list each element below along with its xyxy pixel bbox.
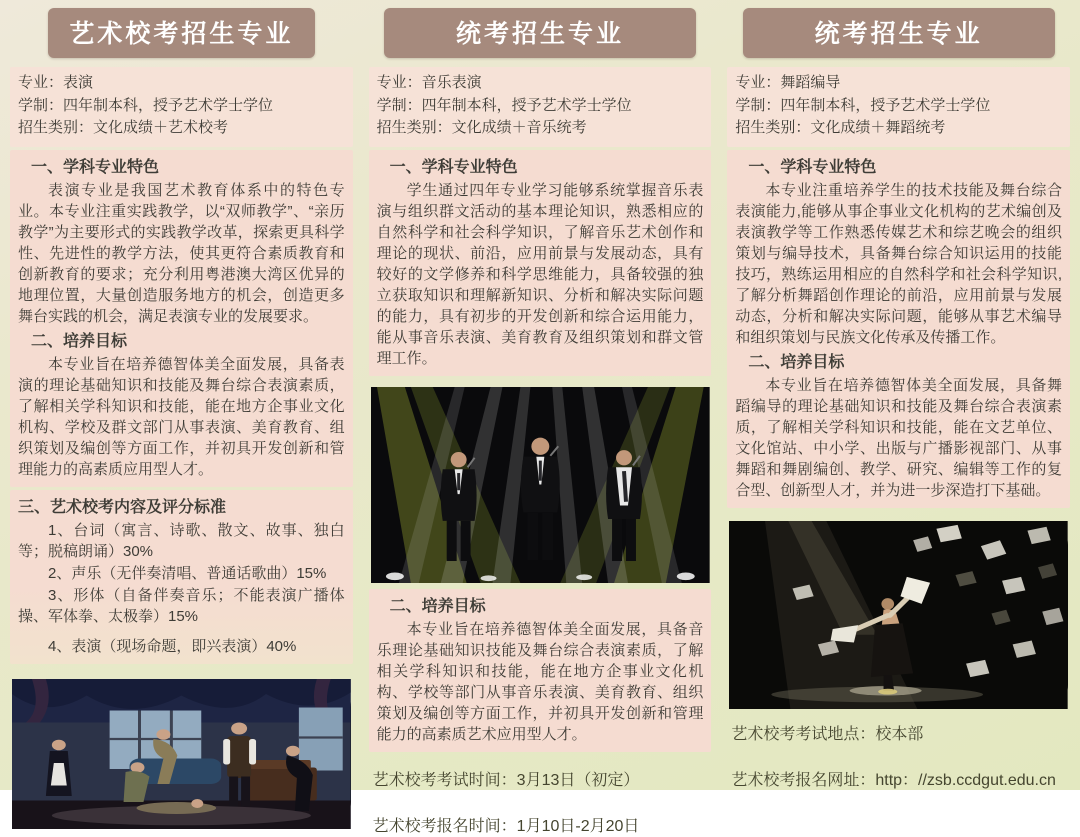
major-info-block bbox=[727, 67, 1070, 147]
major-info-block bbox=[10, 67, 353, 147]
dancer-stage-photo bbox=[729, 521, 1068, 709]
column-banner-music bbox=[384, 8, 696, 58]
registration-date-note: 艺术校考报名时间：1月10日-2月20日 bbox=[372, 817, 640, 835]
registration-url-note: 艺术校考报名网址：http：//zsb.ccdgut.edu.cn bbox=[731, 771, 1056, 789]
goals-panel bbox=[369, 589, 712, 752]
column-dance bbox=[727, 6, 1070, 790]
drama-stage-photo bbox=[12, 679, 351, 829]
dancer-photo-illustration bbox=[729, 521, 1068, 709]
duration-line: 学制：四年制本科，授予艺术学士学位 bbox=[18, 96, 274, 114]
column-banner-performance bbox=[48, 8, 315, 58]
section-title-features: 一、学科专业特色 bbox=[31, 158, 160, 176]
section-title-features: 一、学科专业特色 bbox=[389, 158, 518, 176]
category-line: 招生类别：文化成绩＋舞蹈统考 bbox=[735, 119, 946, 136]
column-performance bbox=[10, 6, 353, 790]
section-body-goals: 本专业旨在培养德智体美全面发展，具备音乐理论基础知识技能及舞台综合表演素质，了解相关学科知识和技能，能在地方企事业文化机构、学校等部门从事音乐表演、美育教育、组织策划及编创等方面工作，并初具开发创新和管理能力的高素质艺术应用型人才。 bbox=[376, 620, 704, 743]
category-line: 招生类别：文化成绩＋音乐统考 bbox=[376, 119, 587, 136]
exam-date-note: 艺术校考考试时间：3月13日（初定） bbox=[372, 771, 640, 789]
section-body-goals: 本专业旨在培养德智体美全面发展，具备舞蹈编导的理论基础知识和技能及舞台综合表演素质，了解相关学科知识和技能，能在文艺单位、文化馆站、中小学、出版与广播影视部门、从事舞蹈和舞剧编创、教学、研究、编辑等工作的复合型、创新型人才，并为进一步深造打下基础。 bbox=[735, 376, 1063, 499]
column-music bbox=[369, 6, 712, 835]
column-banner-dance bbox=[743, 8, 1055, 58]
singers-stage-photo bbox=[371, 387, 710, 583]
section-body-features: 学生通过四年专业学习能够系统掌握音乐表演与组织群文活动的基本理论知识，熟悉相应的自然科学和社会科学知识，了解音乐艺术创作和理论的现状、前沿，应用前景与发展动态，具有较好的文学修养和科学思维能力，具备较强的独立获取知识和理解新知识、分析和解决实际问题的能力，具有初步的开发创新和综合运用能力，能从事音乐表演、美育教育及组织策划和群文管理工作。 bbox=[376, 181, 704, 367]
section-title-features: 一、学科专业特色 bbox=[748, 158, 877, 176]
major-line: 专业：舞蹈编导 bbox=[735, 74, 841, 91]
major-line: 专业：音乐表演 bbox=[376, 74, 482, 91]
major-line: 专业：表演 bbox=[18, 74, 94, 91]
exam-item-vocal: 2、声乐（无伴奏清唱、普通话歌曲）15% bbox=[48, 565, 327, 583]
exam-item-performance: 4、表演（现场命题，即兴表演）40% bbox=[48, 638, 297, 656]
duration-line: 学制：四年制本科，授予艺术学士学位 bbox=[735, 96, 991, 114]
drama-photo-illustration bbox=[12, 679, 351, 829]
features-goals-panel bbox=[727, 150, 1070, 508]
banner-label: 艺术校考招生专业 bbox=[69, 20, 294, 48]
features-panel bbox=[369, 150, 712, 376]
banner-label: 统考招生专业 bbox=[814, 20, 983, 48]
section-title-goals: 二、培养目标 bbox=[748, 353, 845, 371]
major-info-block bbox=[369, 67, 712, 147]
section-title-goals: 二、培养目标 bbox=[31, 332, 128, 350]
section-body-features: 表演专业是我国艺术教育体系中的特色专业。本专业注重实践教学，以“双师教学”、“亲历教学”为主要形式的实践教学改革，探索更具科学性、先进性的教学方法，使其更符合素质教育和创新教育的要求；充分利用粤港澳大湾区优异的地理位置，大量创造服务地方的机会，创造更多舞台实践的机会，满足表演专业的发展要求。 bbox=[18, 181, 345, 325]
exam-item-body: 3、形体（自备伴奏音乐；不能表演广播体操、军体拳、太极拳）15% bbox=[18, 587, 345, 626]
banner-label: 统考招生专业 bbox=[456, 20, 625, 48]
features-goals-panel bbox=[10, 150, 353, 487]
exam-criteria-panel bbox=[10, 490, 353, 664]
section-title-exam-criteria: 三、艺术校考内容及评分标准 bbox=[18, 498, 227, 516]
duration-line: 学制：四年制本科，授予艺术学士学位 bbox=[376, 96, 632, 114]
category-line: 招生类别：文化成绩＋艺术校考 bbox=[18, 119, 229, 136]
section-body-features: 本专业注重培养学生的技术技能及舞台综合表演能力,能够从事企事业文化机构的艺术编创及表演教学等工作熟悉传媒艺术和综艺晚会的组织策划与编导技术，具备舞台综合知识运用的技能技巧，熟练运用相应的自然科学和社会科学知识,了解分析舞蹈创作理论的前沿，应用前景与发展动态，分析和解决实际问题，能够从事艺术编导和组织策划与民族文化传承及传播工作。 bbox=[735, 181, 1063, 346]
singers-photo-illustration bbox=[371, 387, 710, 583]
exam-item-lines: 1、台词（寓言、诗歌、散文、故事、独白等；脱稿朗诵）30% bbox=[18, 522, 345, 561]
section-title-goals: 二、培养目标 bbox=[389, 597, 486, 615]
section-body-goals: 本专业旨在培养德智体美全面发展，具备表演的理论基础知识和技能及舞台综合表演素质，了解相关学科知识和技能，能在地方企事业文化机构、学校及群文部门从事表演、美育教育、组织策划及编创等方面工作，并初具开发创新和管理能力的高素质应用型人才。 bbox=[18, 355, 345, 478]
exam-location-note: 艺术校考考试地点：校本部 bbox=[731, 725, 924, 743]
